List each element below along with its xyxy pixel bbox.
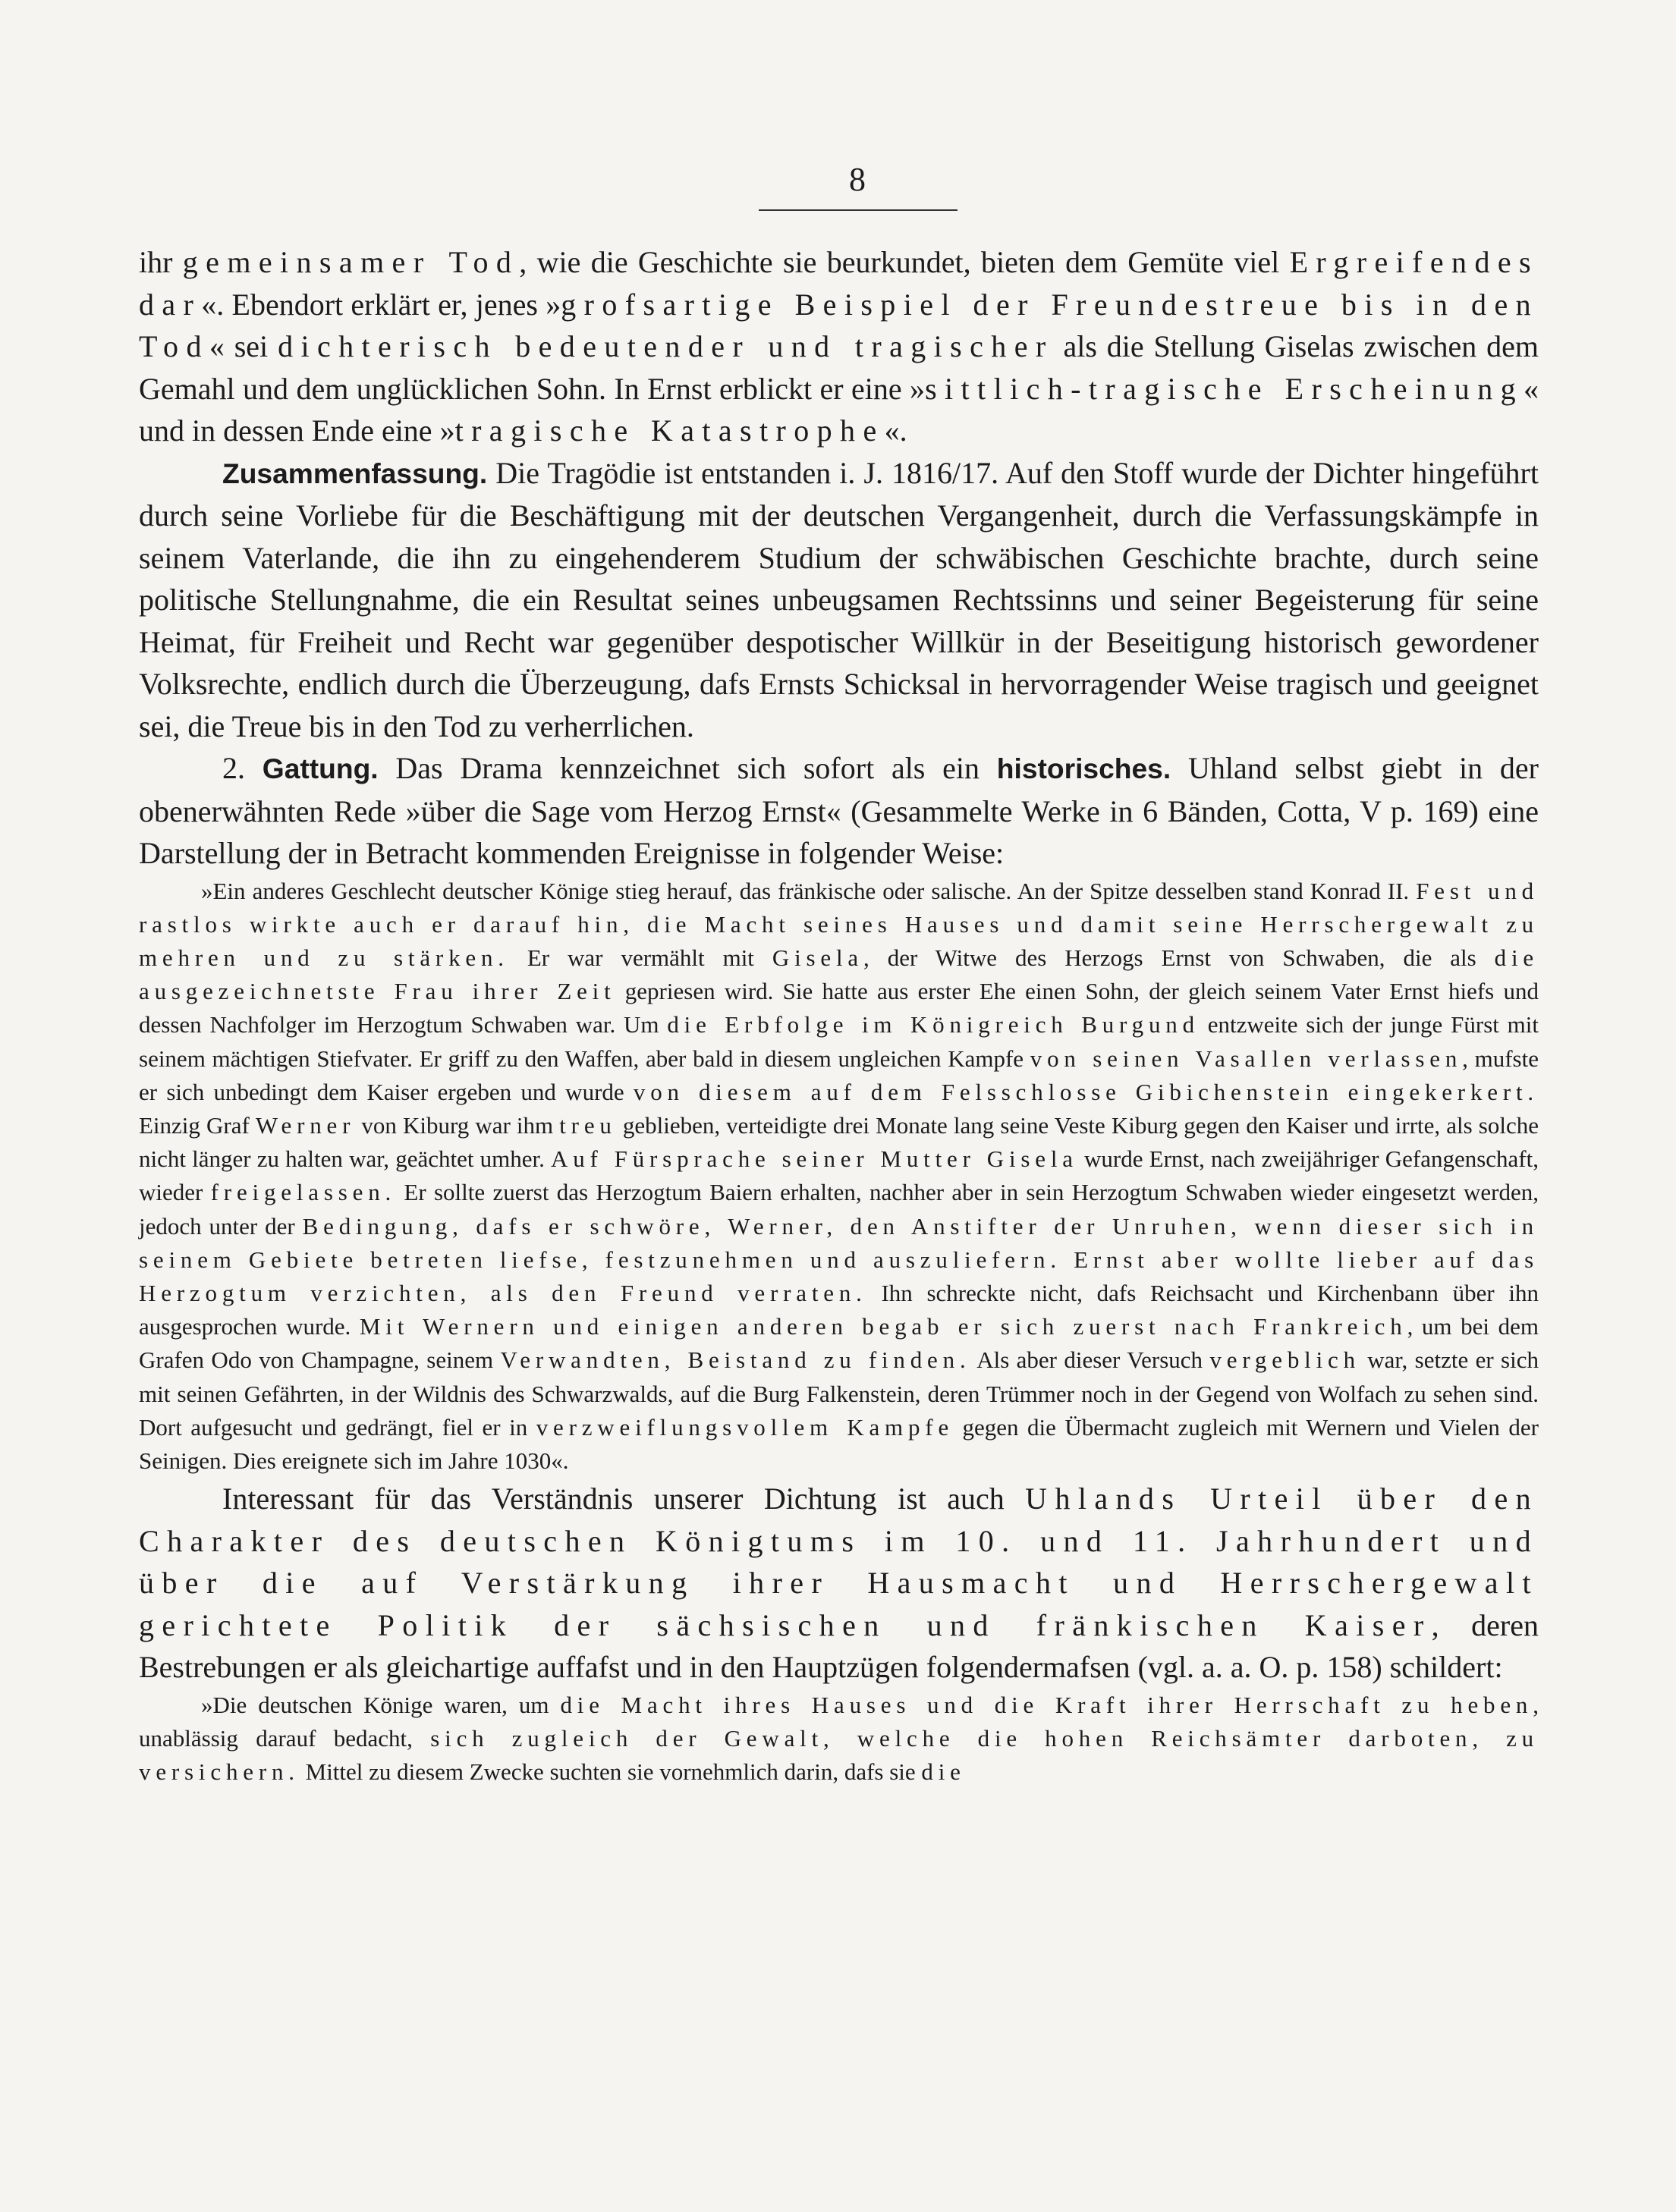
quotation-block-2: »Die deutschen Könige waren, um die Macht ihres Hauses und die Kraft ihrer Herrschaft zu heben, unablässig darauf bedacht, sich zugleich der Gewalt, welche die hohen Reichsämter darboten, zu versichern. Mittel zu diesem Zwecke suchten sie vornehmlich darin, dafs sie die bbox=[139, 1691, 1539, 1786]
page-number-rule bbox=[759, 209, 957, 211]
page-body bbox=[139, 241, 1539, 1789]
paragraph-uhlands-urteil: Interessant für das Verständnis unserer Dichtung ist auch Uhlands Urteil über den Charakter des deutschen Königtums im 10. und 11. Jahrhundert und über die auf Verstärkung ihrer Hausmacht und Herrschergewalt gerichtete Politik der sächsischen und fränkischen Kaiser, deren Bestrebungen er als gleichartige auffafst und in den Hauptzügen folgendermafsen (vgl. a. a. O. p. 158) schildert: bbox=[139, 1481, 1539, 1685]
section-heading-zusammenfassung: Zusammenfassung. bbox=[222, 457, 488, 489]
paragraph-zusammenfassung: Zusammenfassung. Die Tragödie ist entstanden i. J. 1816/17. Auf den Stoff wurde der Dichter hingeführt durch seine Vorliebe für die Beschäftigung mit der deutschen Vergangenheit, durch die Verfassungskämpfe in seinem Vaterlande, die ihn zu eingehenderem Studium der schwäbischen Geschichte brachte, durch seine politische Stellungnahme, die ein Resultat seines unbeugsamen Rechtssinns und seiner Begeisterung für seine Heimat, für Freiheit und Recht war gegenüber despotischer Willkür in der Beseitigung historisch gewordener Volksrechte, endlich durch die Überzeugung, dafs Ernsts Schicksal in hervorragender Weise tragisch und geeignet sei, die Treue bis in den Tod zu verherrlichen. bbox=[139, 455, 1539, 743]
paragraph-intro: ihr gemeinsamer Tod, wie die Geschichte sie beurkundet, bieten dem Gemüte viel Ergreifendes dar«. Ebendort erklärt er, jenes »grofsartige Beispiel der Freundestreue bis in den Tod« sei dichterisch bedeutender und tragischer als die Stellung Giselas zwischen dem Gemahl und dem unglücklichen Sohn. In Ernst erblickt er eine »sittlich-tragische Erscheinung« und in dessen Ende eine »tragische Katastrophe«. bbox=[139, 245, 1539, 448]
quotation-block-1: »Ein anderes Geschlecht deutscher Könige stieg herauf, das fränkische oder salische. An der Spitze desselben stand Konrad II. Fest und rastlos wirkte auch er darauf hin, die Macht seines Hauses und damit seine Herrschergewalt zu mehren und zu stärken. Er war vermählt mit Gisela, der Witwe des Herzogs Ernst von Schwaben, die als die ausgezeichnetste Frau ihrer Zeit gepriesen wird. Sie hatte aus erster Ehe einen Sohn, der gleich seinem Vater Ernst hiefs und dessen Nachfolger im Herzogtum Schwaben war. Um die Erbfolge im Königreich Burgund entzweite sich der junge Fürst mit seinem mächtigen Stiefvater. Er griff zu den Waffen, aber bald in diesem ungleichen Kampfe von seinen Vasallen verlassen, mufste er sich unbedingt dem Kaiser ergeben und wurde von diesem auf dem Felsschlosse Gibichenstein eingekerkert. Einzig Graf Werner von Kiburg war ihm treu geblieben, verteidigte drei Monate lang seine Veste Kiburg gegen den Kaiser und irrte, als solche nicht länger zu halten war, geächtet umher. Auf Fürsprache seiner Mutter Gisela wurde Ernst, nach zweijähriger Gefangenschaft, wieder freigelassen. Er sollte zuerst das Herzogtum Baiern erhalten, nachher aber in sein Herzogtum Schwaben wieder eingesetzt werden, jedoch unter der Bedingung, dafs er schwöre, Werner, den Anstifter der Unruhen, wenn dieser sich in seinem Gebiete betreten liefse, festzunehmen und auszuliefern. Ernst aber wollte lieber auf das Herzogtum verzichten, als den Freund verraten. Ihn schreckte nicht, dafs Reichsacht und Kirchenbann über ihn ausgesprochen wurde. Mit Wernern und einigen anderen begab er sich zuerst nach Frankreich, um bei dem Grafen Odo von Champagne, seinem Verwandten, Beistand zu finden. Als aber dieser Versuch vergeblich war, setzte er sich mit seinen Gefährten, in der Wildnis des Schwarzwalds, auf die Burg Falkenstein, deren Trümmer noch in der Gegend von Wolfach zu sehen sind. Dort aufgesucht und gedrängt, fiel er in verzweiflungsvollem Kampfe gegen die Übermacht zugleich mit Wernern und Vielen der Seinigen. Dies ereignete sich im Jahre 1030«. bbox=[139, 877, 1539, 1474]
section-heading-gattung: Gattung. bbox=[262, 753, 379, 784]
page-number: 8 bbox=[849, 161, 866, 198]
paragraph-gattung: 2. Gattung. Das Drama kennzeichnet sich sofort als ein historisches. Uhland selbst giebt in der obenerwähnten Rede »über die Sage vom Herzog Ernst« (Gesammelte Werke in 6 Bänden, Cotta, V p. 169) eine Darstellung der in Betracht kommenden Ereignisse in folgender Weise: bbox=[139, 751, 1539, 870]
